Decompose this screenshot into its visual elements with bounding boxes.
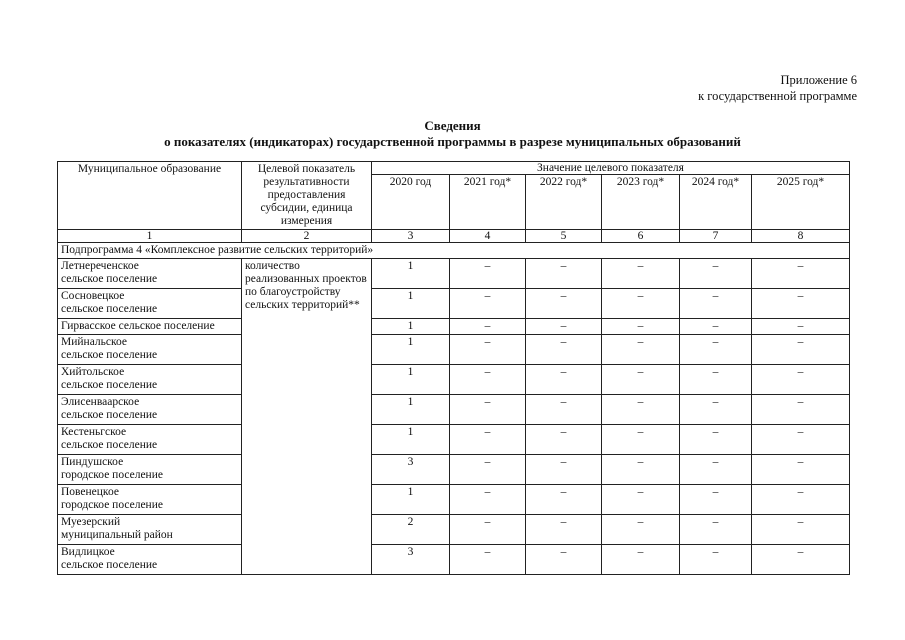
municipality-name-line-2: городское поселение <box>61 469 163 481</box>
value-2020: 1 <box>372 395 450 425</box>
value-2020: 3 <box>372 545 450 575</box>
value-2020: 1 <box>372 335 450 365</box>
value-dash: – <box>752 289 850 319</box>
value-dash: – <box>752 455 850 485</box>
column-number: 4 <box>450 230 526 243</box>
table-row <box>58 455 850 485</box>
column-number: 1 <box>58 230 242 243</box>
value-dash: – <box>526 455 602 485</box>
appendix-line-2: к государственной программе <box>698 89 857 103</box>
table-row <box>58 425 850 455</box>
value-2020: 1 <box>372 319 450 335</box>
table-row <box>58 365 850 395</box>
subprogram-title: Подпрограмма 4 «Комплексное развитие сельских территорий» <box>58 243 850 259</box>
municipality-name-line-1: Кестеньгское <box>61 426 127 438</box>
value-dash: – <box>526 365 602 395</box>
value-dash: – <box>526 335 602 365</box>
header-year: 2022 год* <box>526 175 602 230</box>
municipality-name-line-1: Сосновецкое <box>61 290 125 302</box>
municipality-name <box>58 319 242 335</box>
value-dash: – <box>602 259 680 289</box>
table-row <box>58 335 850 365</box>
municipality-name <box>58 425 242 455</box>
appendix-line-1: Приложение 6 <box>780 73 857 87</box>
value-dash: – <box>602 515 680 545</box>
indicators-table <box>57 161 850 575</box>
value-2020: 1 <box>372 365 450 395</box>
value-dash: – <box>602 365 680 395</box>
column-number-row <box>58 230 850 243</box>
value-dash: – <box>752 515 850 545</box>
value-dash: – <box>680 425 752 455</box>
municipality-name <box>58 515 242 545</box>
value-dash: – <box>680 259 752 289</box>
municipality-name <box>58 395 242 425</box>
municipality-name-line-1: Элисенваарское <box>61 396 140 408</box>
municipality-name <box>58 455 242 485</box>
value-dash: – <box>450 425 526 455</box>
municipality-name <box>58 335 242 365</box>
value-dash: – <box>752 319 850 335</box>
municipality-name-line-2: сельское поселение <box>61 379 158 391</box>
value-dash: – <box>680 289 752 319</box>
title-line-2: о показателях (индикаторах) государственной программы в разрезе муниципальных образований <box>164 134 741 149</box>
municipality-name <box>58 545 242 575</box>
value-dash: – <box>450 289 526 319</box>
value-2020: 3 <box>372 455 450 485</box>
document-title <box>0 118 905 150</box>
municipality-name-line-1: Гирвасское сельское поселение <box>61 320 215 332</box>
municipality-name-line-2: муниципальный район <box>61 529 173 541</box>
appendix-label <box>698 72 857 104</box>
value-dash: – <box>526 289 602 319</box>
column-number: 3 <box>372 230 450 243</box>
header-municipality: Муниципальное образование <box>58 162 242 230</box>
municipality-name-line-1: Повенецкое <box>61 486 119 498</box>
table-row <box>58 259 850 289</box>
value-2020: 1 <box>372 259 450 289</box>
municipality-name <box>58 485 242 515</box>
municipality-name-line-2: сельское поселение <box>61 303 158 315</box>
table-row <box>58 485 850 515</box>
value-dash: – <box>526 485 602 515</box>
value-dash: – <box>602 545 680 575</box>
value-dash: – <box>602 395 680 425</box>
municipality-name-line-1: Мийнальское <box>61 336 127 348</box>
municipality-name-line-1: Видлицкое <box>61 546 115 558</box>
value-dash: – <box>450 515 526 545</box>
header-year: 2021 год* <box>450 175 526 230</box>
value-dash: – <box>680 515 752 545</box>
column-number: 6 <box>602 230 680 243</box>
municipality-name-line-1: Пиндушское <box>61 456 124 468</box>
value-dash: – <box>526 319 602 335</box>
table-row <box>58 515 850 545</box>
value-dash: – <box>752 395 850 425</box>
value-dash: – <box>752 259 850 289</box>
value-dash: – <box>450 365 526 395</box>
value-dash: – <box>526 545 602 575</box>
municipality-name-line-1: Хийтольское <box>61 366 125 378</box>
column-number: 2 <box>242 230 372 243</box>
municipality-name-line-2: сельское поселение <box>61 559 158 571</box>
header-year: 2020 год <box>372 175 450 230</box>
value-dash: – <box>680 319 752 335</box>
value-dash: – <box>450 485 526 515</box>
value-dash: – <box>680 455 752 485</box>
value-2020: 1 <box>372 485 450 515</box>
value-dash: – <box>752 365 850 395</box>
value-dash: – <box>602 319 680 335</box>
value-dash: – <box>680 395 752 425</box>
municipality-name-line-2: сельское поселение <box>61 349 158 361</box>
value-dash: – <box>752 425 850 455</box>
value-dash: – <box>602 289 680 319</box>
value-dash: – <box>450 319 526 335</box>
value-2020: 1 <box>372 425 450 455</box>
value-dash: – <box>752 545 850 575</box>
value-dash: – <box>680 335 752 365</box>
column-number: 8 <box>752 230 850 243</box>
table-row <box>58 319 850 335</box>
municipality-name-line-2: сельское поселение <box>61 409 158 421</box>
value-dash: – <box>602 425 680 455</box>
municipality-name <box>58 259 242 289</box>
municipality-name-line-2: сельское поселение <box>61 273 158 285</box>
header-year: 2025 год* <box>752 175 850 230</box>
column-number: 7 <box>680 230 752 243</box>
header-indicator: Целевой показатель результативности предоставления субсидии, единица измерения <box>242 162 372 230</box>
value-dash: – <box>602 455 680 485</box>
value-dash: – <box>450 545 526 575</box>
value-dash: – <box>680 365 752 395</box>
value-dash: – <box>450 259 526 289</box>
indicator-description: количество реализованных проектов по благоустройству сельских территорий** <box>242 259 372 575</box>
table-row <box>58 395 850 425</box>
value-dash: – <box>680 545 752 575</box>
value-dash: – <box>752 485 850 515</box>
title-line-1: Сведения <box>424 118 481 133</box>
header-year: 2023 год* <box>602 175 680 230</box>
municipality-name <box>58 289 242 319</box>
table-row <box>58 545 850 575</box>
municipality-name-line-1: Летнереченское <box>61 260 139 272</box>
value-2020: 1 <box>372 289 450 319</box>
value-dash: – <box>526 515 602 545</box>
header-value-group: Значение целевого показателя <box>372 162 850 175</box>
value-dash: – <box>526 425 602 455</box>
value-dash: – <box>526 259 602 289</box>
value-dash: – <box>450 455 526 485</box>
value-dash: – <box>450 335 526 365</box>
value-dash: – <box>752 335 850 365</box>
value-dash: – <box>602 335 680 365</box>
municipality-name-line-2: городское поселение <box>61 499 163 511</box>
value-dash: – <box>602 485 680 515</box>
value-dash: – <box>450 395 526 425</box>
municipality-name-line-1: Муезерский <box>61 516 121 528</box>
column-number: 5 <box>526 230 602 243</box>
municipality-name-line-2: сельское поселение <box>61 439 158 451</box>
table-row <box>58 289 850 319</box>
value-dash: – <box>526 395 602 425</box>
header-year: 2024 год* <box>680 175 752 230</box>
value-dash: – <box>680 485 752 515</box>
municipality-name <box>58 365 242 395</box>
value-2020: 2 <box>372 515 450 545</box>
